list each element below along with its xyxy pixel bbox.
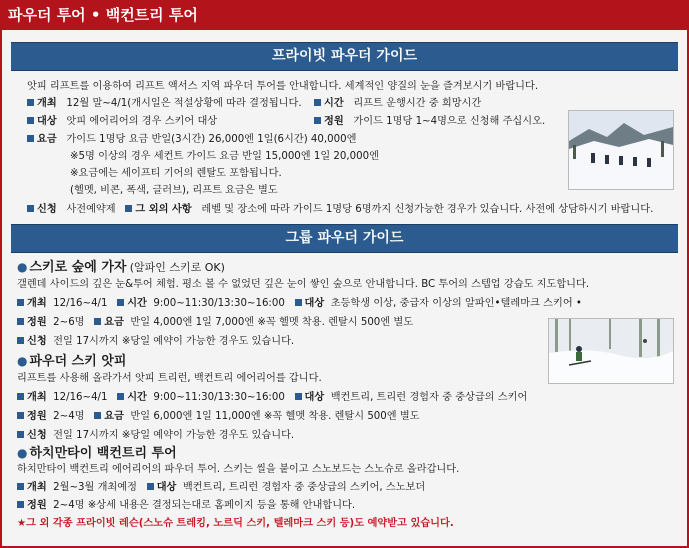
private-tour-photo xyxy=(568,110,674,190)
bullet-square-icon xyxy=(17,337,24,344)
target-value: 백컨트리, 트리런 경험자 중 중상급의 스키어, 스노보더 xyxy=(182,482,426,493)
bullet-square-icon xyxy=(27,205,34,212)
apply-value: 전일 17시까지 ※당일 예약이 가능한 경우도 있습니다. xyxy=(53,336,295,347)
capacity-value: 2~4명 xyxy=(53,411,85,422)
fee-value: 가이드 1명당 요금 반일(3시간) 26,000엔 1일(6시간) 40,000엔 xyxy=(66,134,357,145)
apply-label: 신청 xyxy=(37,204,57,215)
bullet-dot-icon: ● xyxy=(17,446,28,460)
private-apply-row xyxy=(27,203,653,217)
tour3-title: 하치만타이 백컨트리 투어 xyxy=(29,446,177,461)
bullet-square-icon xyxy=(295,393,302,400)
tour3-capacity-row xyxy=(17,499,355,513)
tour2-apply-row xyxy=(17,429,294,443)
private-lesson-notice: ★그 외 각종 프라이빗 레슨(스노슈 트레킹, 노르딕 스키, 텔레마크 스키 등)도 예약받고 있습니다. xyxy=(17,518,454,529)
page-title: 파우더 투어 • 백컨트리 투어 xyxy=(0,0,689,30)
tour2-title: 파우더 스키 앗피 xyxy=(29,354,127,369)
capacity-value: 가이드 1명당 1~4명으로 신청해 주십시오. xyxy=(353,116,546,127)
bullet-square-icon xyxy=(147,483,154,490)
time-value: 9:00~11:30/13:30~16:00 xyxy=(153,298,285,309)
capacity-label: 정원 xyxy=(27,411,47,422)
tour1-apply-row xyxy=(17,335,294,349)
tour1-subtitle: (알파인 스키로 OK) xyxy=(129,261,225,274)
bullet-square-icon xyxy=(94,412,101,419)
period-label: 개최 xyxy=(27,298,47,309)
private-capacity-row xyxy=(314,115,545,129)
period-value: 12/16~4/1 xyxy=(53,298,108,309)
bullet-square-icon xyxy=(17,318,24,325)
target-value: 앗피 에어리어의 경우 스키어 대상 xyxy=(66,116,218,127)
time-value: 9:00~11:30/13:30~16:00 xyxy=(153,392,285,403)
tour1-desc: 갤렌데 사이드의 깊은 눈&투어 체험. 평소 볼 수 없었던 깊은 눈이 쌓인 숲으로 안내합니다. BC 투어의 스텝업 강습도 지도합니다. xyxy=(17,279,590,290)
tour1-fee-row xyxy=(17,316,413,330)
time-value: 리프트 운행시간 중 희망시간 xyxy=(353,98,482,109)
apply-value: 전일 17시까지 ※당일 예약이 가능한 경우도 있습니다. xyxy=(53,430,295,441)
bullet-square-icon xyxy=(117,299,124,306)
tour2-fee-row xyxy=(17,410,420,424)
bullet-dot-icon: ● xyxy=(17,354,28,368)
private-fee-note-1: ※5명 이상의 경우 세컨트 가이드 요금 반일 15,000엔 1일 20,000엔 xyxy=(70,151,379,162)
target-label: 대상 xyxy=(37,116,57,127)
private-time-row xyxy=(314,97,481,111)
bullet-square-icon xyxy=(125,205,132,212)
apply-label: 신청 xyxy=(27,336,47,347)
tour2-title-row xyxy=(17,352,126,372)
private-intro: 앗피 리프트를 이용하여 리프트 액서스 지역 파우더 투어를 안내합니다. 세계적인 양질의 눈을 즐겨보시기 바랍니다. xyxy=(27,81,539,92)
apply-label: 신청 xyxy=(27,430,47,441)
tour1-title-row xyxy=(17,258,225,278)
tour3-desc: 하치만타이 백컨트리 에어리어의 파우더 투어. 스키는 씰을 붙이고 스노보드는 스노슈로 올라갑니다. xyxy=(17,464,460,475)
bullet-dot-icon: ● xyxy=(17,260,28,274)
bullet-square-icon xyxy=(295,299,302,306)
bullet-square-icon xyxy=(17,501,24,508)
capacity-value: 2~4명 ※상세 내용은 결정되는대로 홈페이지 등을 통해 안내합니다. xyxy=(53,500,356,511)
bullet-square-icon xyxy=(17,393,24,400)
bullet-square-icon xyxy=(94,318,101,325)
target-label: 대상 xyxy=(304,392,325,403)
tour2-info-row xyxy=(17,391,527,405)
group-guide-heading: 그룹 파우더 가이드 xyxy=(11,224,678,253)
period-label: 개최 xyxy=(37,98,57,109)
fee-value: 반일 6,000엔 1일 11,000엔 ※꼭 헬멧 착용. 렌탈시 500엔 별도 xyxy=(130,411,420,422)
target-value: 초등학생 이상, 중급자 이상의 알파인•텔레마크 스키어 • xyxy=(330,298,582,309)
tour2-desc: 리프트를 사용해 올라가서 앗피 트리런, 백컨트리 에어리어를 갑니다. xyxy=(17,373,322,384)
target-value: 백컨트리, 트리런 경험자 중 중상급의 스키어 xyxy=(330,392,528,403)
capacity-label: 정원 xyxy=(27,500,47,511)
tour3-info-row xyxy=(17,481,425,495)
period-value: 12/16~4/1 xyxy=(53,392,108,403)
private-target-row xyxy=(27,115,217,129)
bullet-square-icon xyxy=(314,117,321,124)
private-fee-note-3: (헬멧, 비콘, 폭색, 글러브), 리프트 요금은 별도 xyxy=(70,185,278,196)
private-fee-note-2: ※요금에는 세이프티 기어의 렌탈도 포함됩니다. xyxy=(70,168,282,179)
target-label: 대상 xyxy=(156,482,177,493)
period-label: 개최 xyxy=(27,392,47,403)
capacity-value: 2~6명 xyxy=(53,317,85,328)
bullet-square-icon xyxy=(27,99,34,106)
period-label: 개최 xyxy=(27,482,47,493)
capacity-label: 정원 xyxy=(27,317,47,328)
private-period-row xyxy=(27,97,302,111)
bullet-square-icon xyxy=(17,299,24,306)
time-label: 시간 xyxy=(127,298,147,309)
apply-value: 사전예약제 xyxy=(66,204,116,215)
bullet-square-icon xyxy=(17,431,24,438)
private-guide-heading: 프라이빗 파우더 가이드 xyxy=(11,42,678,71)
capacity-label: 정원 xyxy=(324,116,344,127)
fee-label: 요금 xyxy=(37,134,57,145)
target-label: 대상 xyxy=(304,298,325,309)
time-label: 시간 xyxy=(324,98,344,109)
fee-value: 반일 4,000엔 1일 7,000엔 ※꼭 헬멧 착용. 렌탈시 500엔 별도 xyxy=(130,317,414,328)
period-value: 2월~3월 개최예정 xyxy=(53,482,137,493)
fee-label: 요금 xyxy=(104,411,124,422)
other-label: 그 외의 사항 xyxy=(135,204,192,215)
tour1-info-row xyxy=(17,297,582,311)
tour1-title: 스키로 숲에 가자 xyxy=(29,260,127,275)
other-value: 레벨 및 장소에 따라 가이드 1명당 6명까지 신청가능한 경우가 있습니다. 사전에 상담하시기 바랍니다. xyxy=(201,204,654,215)
period-value: 12월 말~4/1(개시일은 적설상황에 따라 결정됩니다. xyxy=(66,98,302,109)
bullet-square-icon xyxy=(17,412,24,419)
bullet-square-icon xyxy=(314,99,321,106)
tour3-title-row xyxy=(17,444,177,464)
private-fee-row xyxy=(27,133,356,147)
fee-label: 요금 xyxy=(104,317,124,328)
bullet-square-icon xyxy=(17,483,24,490)
group-tour-photo xyxy=(548,318,674,384)
bullet-square-icon xyxy=(27,117,34,124)
bullet-square-icon xyxy=(27,135,34,142)
bullet-square-icon xyxy=(117,393,124,400)
time-label: 시간 xyxy=(127,392,147,403)
